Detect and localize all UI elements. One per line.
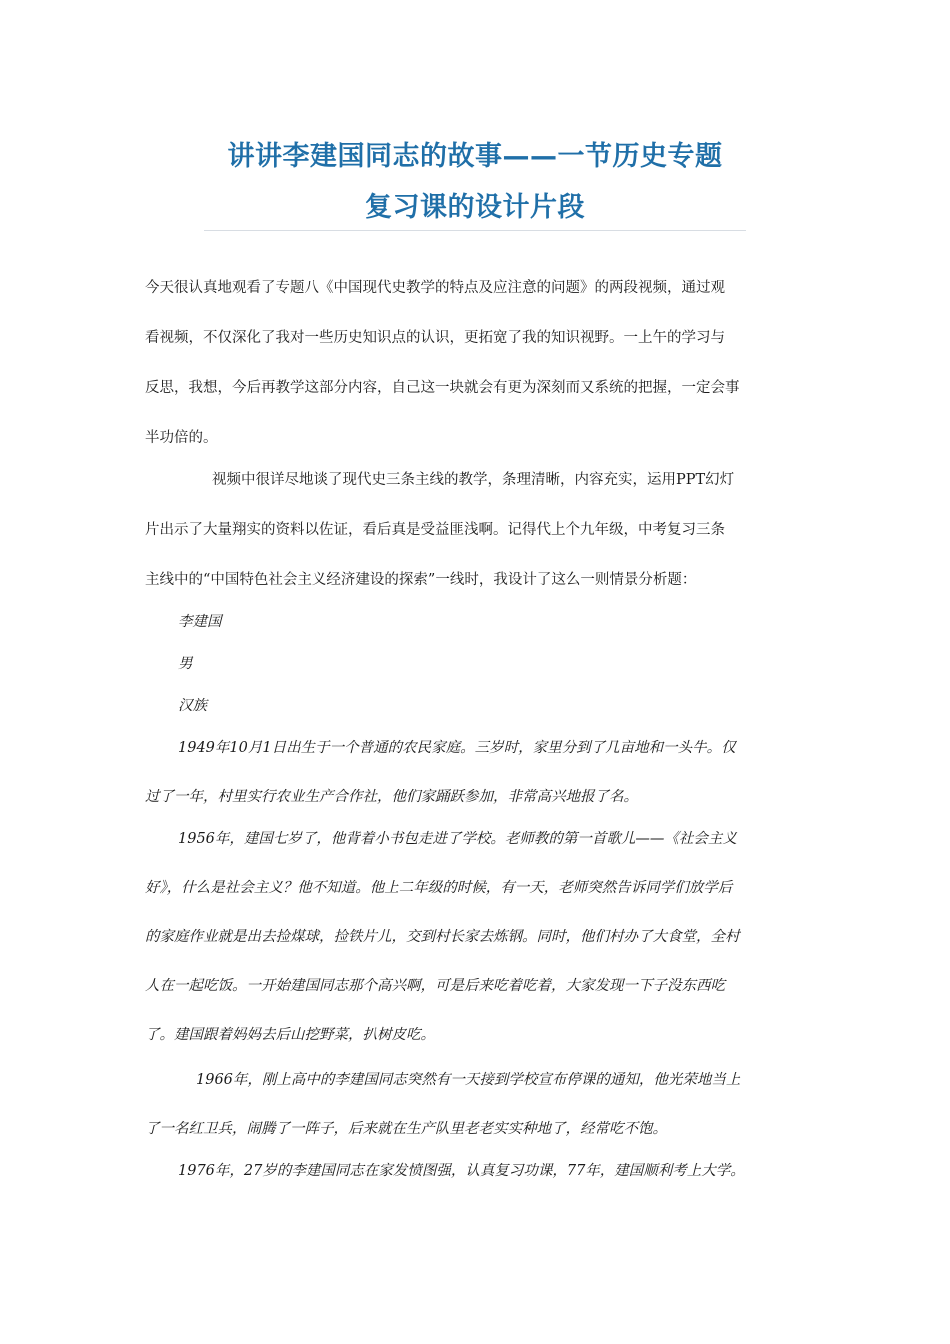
story-1956-line-1: 1956年，建国七岁了，他背着小书包走进了学校。老师教的第一首歌儿——《社会主义	[178, 831, 737, 847]
para2-line-2: 片出示了大量翔实的资料以佐证，看后真是受益匪浅啊。记得代上个九年级，中考复习三条	[145, 522, 725, 538]
story-1966-line-2: 了一名红卫兵，闹腾了一阵子，后来就在生产队里老老实实种地了，经常吃不饱。	[145, 1121, 667, 1137]
profile-gender: 男	[178, 656, 193, 672]
intro-line-3: 反思，我想，今后再教学这部分内容，自己这一块就会有更为深刻而又系统的把握，一定会事	[145, 380, 740, 396]
intro-line-2: 看视频，不仅深化了我对一些历史知识点的认识，更拓宽了我的知识视野。一上午的学习与	[145, 330, 725, 346]
intro-line-4: 半功倍的。	[145, 430, 218, 446]
title-divider	[204, 230, 746, 231]
intro-line-1: 今天很认真地观看了专题八《中国现代史教学的特点及应注意的问题》的两段视频，通过观	[145, 280, 725, 296]
story-1949-line-2: 过了一年，村里实行农业生产合作社，他们家踊跃参加，非常高兴地报了名。	[145, 789, 638, 805]
story-1956-line-3: 的家庭作业就是出去捡煤球，捡铁片儿，交到村长家去炼钢。同时，他们村办了大食堂，全村	[145, 929, 740, 945]
page-title-line-1: 讲讲李建国同志的故事——一节历史专题	[227, 141, 723, 172]
story-1949-line-1: 1949年10月1日出生于一个普通的农民家庭。三岁时，家里分到了几亩地和一头牛。仅	[178, 740, 736, 756]
story-1976-line-1: 1976年，27岁的李建国同志在家发愤图强，认真复习功课，77年，建国顺利考上大学。	[178, 1163, 745, 1179]
page-title-line-2: 复习课的设计片段	[365, 192, 585, 223]
profile-ethnicity: 汉族	[178, 698, 207, 714]
profile-name: 李建国	[178, 614, 222, 630]
story-1956-line-2: 好》，什么是社会主义？他不知道。他上二年级的时候，有一天，老师突然告诉同学们放学后	[145, 880, 733, 896]
para2-line-3: 主线中的“中国特色社会主义经济建设的探索”一线时，我设计了这么一则情景分析题：	[145, 572, 697, 588]
story-1956-line-5: 了。建国跟着妈妈去后山挖野菜，扒树皮吃。	[145, 1027, 435, 1043]
para2-line-1: 视频中很详尽地谈了现代史三条主线的教学，条理清晰，内容充实，运用PPT幻灯	[212, 472, 735, 488]
story-1966-line-1: 1966年，刚上高中的李建国同志突然有一天接到学校宣布停课的通知，他光荣地当上	[196, 1072, 741, 1088]
story-1956-line-4: 人在一起吃饭。一开始建国同志那个高兴啊，可是后来吃着吃着，大家发现一下子没东西吃	[145, 978, 725, 994]
